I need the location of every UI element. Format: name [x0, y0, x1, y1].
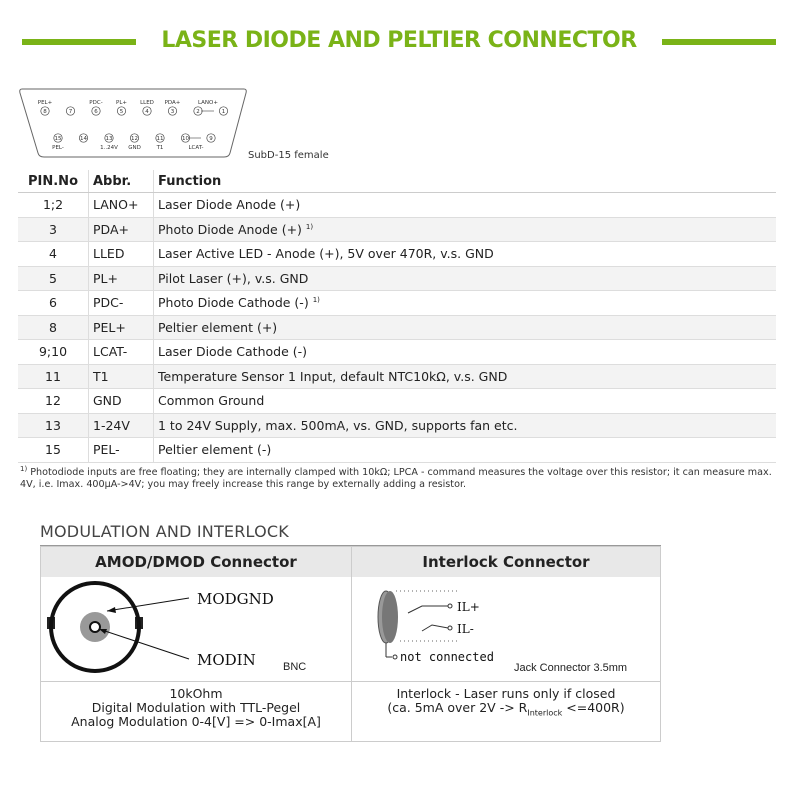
subd-pin-number: 5: [119, 109, 124, 115]
subd-pin-name: GND: [128, 145, 141, 151]
subd-pin: [219, 107, 227, 115]
not-connected-label: not connected: [400, 650, 494, 664]
pin-function-text: Pilot Laser (+), v.s. GND: [158, 270, 309, 286]
subd-pin-name: PDC-: [89, 100, 103, 106]
pin-function-text: Common Ground: [158, 393, 265, 409]
pin-abbr: GND: [89, 389, 154, 414]
pin-function-text: Photo Diode Anode (+): [158, 221, 302, 237]
subd-pin-name: T1: [156, 145, 164, 151]
subd-pin-name: PDA+: [164, 100, 181, 106]
pair-label-bottom: LCAT-: [188, 145, 204, 151]
pin-function: [154, 315, 777, 340]
pin-number: 15: [18, 438, 89, 463]
connector-type-label: SubD-15 female: [248, 150, 329, 161]
pin-function: [154, 413, 777, 438]
subd-pin-name: PEL-: [52, 145, 64, 151]
subd-pin: [89, 100, 102, 115]
subd-pin-name: LLED: [140, 100, 154, 106]
pin-number: 9;10: [18, 340, 89, 365]
pin-abbr: PDA+: [89, 217, 154, 242]
pin-abbr: T1: [89, 364, 154, 389]
pin-function: [154, 291, 777, 316]
bnc-center-pin: [90, 622, 100, 632]
footnote: [20, 463, 780, 491]
subd-pin: [66, 107, 74, 115]
table-row: [18, 217, 776, 242]
bnc-label: BNC: [283, 661, 307, 673]
jack-label: Jack Connector 3.5mm: [514, 662, 628, 674]
pin-function-text: Laser Diode Anode (+): [158, 197, 301, 213]
interlock-desc-post: <=400R): [562, 700, 625, 715]
footnote-text: Photodiode inputs are free floating; they are internally clamped with 10kΩ; LPCA - command measures the voltage over this resistor; it can measure max. 4V, i.e. Imax. 400µA->4V; you may freely increase this range by externally adding a resistor.: [20, 467, 772, 491]
subd15-connector-diagram: [18, 85, 248, 160]
interlock-desc-line1: Interlock - Laser runs only if closed: [396, 686, 616, 701]
subd-pin-number: 13: [105, 136, 113, 142]
il-plus-label: IL+: [457, 600, 480, 614]
subd-pin: [100, 134, 118, 151]
pin-function: [154, 242, 777, 267]
subd-pin-number: 10: [182, 136, 189, 142]
pin-function-text: Temperature Sensor 1 Input, default NTC10kΩ, v.s. GND: [158, 368, 508, 384]
subd-pin-number: 11: [156, 136, 164, 142]
bnc-connector-diagram: [41, 577, 351, 681]
interlock-header: Interlock Connector: [352, 547, 660, 577]
subd-pin: [181, 134, 189, 142]
subd-pin: [165, 100, 181, 115]
subd-pin: [207, 134, 215, 142]
interlock-desc-line2: [352, 701, 660, 721]
pin-abbr: PL+: [89, 266, 154, 291]
subd-pin-number: 1: [221, 109, 226, 115]
modulation-heading: MODULATION AND INTERLOCK: [40, 522, 289, 541]
pin-table-header: [18, 170, 776, 193]
pin-function-text: Photo Diode Cathode (-): [158, 295, 309, 311]
pin-function: [154, 340, 777, 365]
table-row: [18, 413, 776, 438]
amod-desc-line2: Digital Modulation with TTL-Pegel: [91, 700, 301, 715]
table-row: [18, 193, 776, 218]
pin-abbr: LLED: [89, 242, 154, 267]
table-row: [18, 291, 776, 316]
col-pin: PIN.No: [18, 170, 89, 193]
amod-desc-line1: 10kOhm: [169, 686, 223, 701]
subd-pin: [116, 100, 127, 115]
subd-pin-number: 12: [131, 136, 138, 142]
header-bar-right: [662, 39, 776, 45]
subd-pin-number: 3: [170, 109, 175, 115]
subd-pin-number: 9: [209, 136, 213, 142]
table-row: [18, 242, 776, 267]
pin-abbr: LANO+: [89, 193, 154, 218]
pin-function-text: Laser Diode Cathode (-): [158, 344, 308, 360]
subd-pin: [156, 134, 165, 151]
subd-pin-number: 8: [43, 109, 47, 115]
amod-desc-line3: Analog Modulation 0-4[V] => 0-Imax[A]: [71, 714, 321, 729]
subd-pin: [128, 134, 141, 151]
subd-pin-number: 15: [54, 136, 62, 142]
pin-abbr: PDC-: [89, 291, 154, 316]
subd-pin-number: 7: [68, 109, 73, 115]
modgnd-label: MODGND: [197, 590, 274, 608]
amod-description: [41, 687, 351, 729]
pin-number: 6: [18, 291, 89, 316]
subd-pin: [38, 100, 53, 115]
pin-function: [154, 193, 777, 218]
pin-abbr: PEL-: [89, 438, 154, 463]
amod-header: AMOD/DMOD Connector: [41, 547, 351, 577]
pin-abbr: 1-24V: [89, 413, 154, 438]
table-row: [18, 389, 776, 414]
page-title: LASER DIODE AND PELTIER CONNECTOR: [161, 28, 637, 53]
pin-function-text: Peltier element (+): [158, 319, 278, 335]
subd-pin: [194, 107, 202, 115]
pair-label-top: LANO+: [197, 100, 219, 106]
table-row: [18, 340, 776, 365]
pin-number: 11: [18, 364, 89, 389]
subd-pin: [140, 100, 154, 115]
subd-pin-number: 2: [196, 109, 200, 115]
subd-pin: [79, 134, 87, 142]
pin-number: 12: [18, 389, 89, 414]
table-row: [18, 364, 776, 389]
il-minus-label: IL-: [457, 622, 474, 636]
col-abbr: Abbr.: [89, 170, 154, 193]
subd-pin-number: 6: [94, 109, 98, 115]
pin-number: 13: [18, 413, 89, 438]
pin-function: [154, 266, 777, 291]
pin-number: 8: [18, 315, 89, 340]
table-row: [18, 438, 776, 463]
pin-function-text: 1 to 24V Supply, max. 500mA, vs. GND, supports fan etc.: [158, 417, 518, 433]
subd-pin-name: PL+: [116, 100, 127, 106]
pin-function-text: Laser Active LED - Anode (+), 5V over 470R, v.s. GND: [158, 246, 494, 262]
pin-function: [154, 364, 777, 389]
modin-label: MODIN: [197, 651, 256, 669]
subd-pin-number: 4: [145, 109, 149, 115]
pin-function-note: 1): [312, 296, 320, 305]
pin-abbr: PEL+: [89, 315, 154, 340]
interlock-description: [352, 687, 660, 721]
col-function: Function: [154, 170, 777, 193]
pin-abbr: LCAT-: [89, 340, 154, 365]
pin-number: 3: [18, 217, 89, 242]
header-bar-left: [22, 39, 136, 45]
table-row: [18, 315, 776, 340]
subd-pin-name: 1..24V: [100, 145, 118, 151]
row-divider: [41, 681, 660, 682]
pin-table: [18, 170, 776, 463]
interlock-desc-pre: (ca. 5mA over 2V -> R: [387, 700, 528, 715]
pin-number: 5: [18, 266, 89, 291]
jack-connector-diagram: [352, 577, 660, 681]
pin-function: [154, 389, 777, 414]
modulation-table: [40, 546, 661, 742]
pin-function: [154, 438, 777, 463]
subd-pin-number: 14: [80, 136, 87, 142]
pin-number: 4: [18, 242, 89, 267]
subd-pin-name: PEL+: [37, 100, 53, 106]
pin-function-note: 1): [305, 222, 314, 231]
pin-function: [154, 217, 777, 242]
interlock-desc-sub: Interlock: [527, 708, 563, 718]
footnote-marker: 1): [20, 465, 28, 473]
pin-number: 1;2: [18, 193, 89, 218]
pin-function-text: Peltier element (-): [158, 442, 272, 458]
table-row: [18, 266, 776, 291]
subd-pin: [52, 134, 64, 151]
